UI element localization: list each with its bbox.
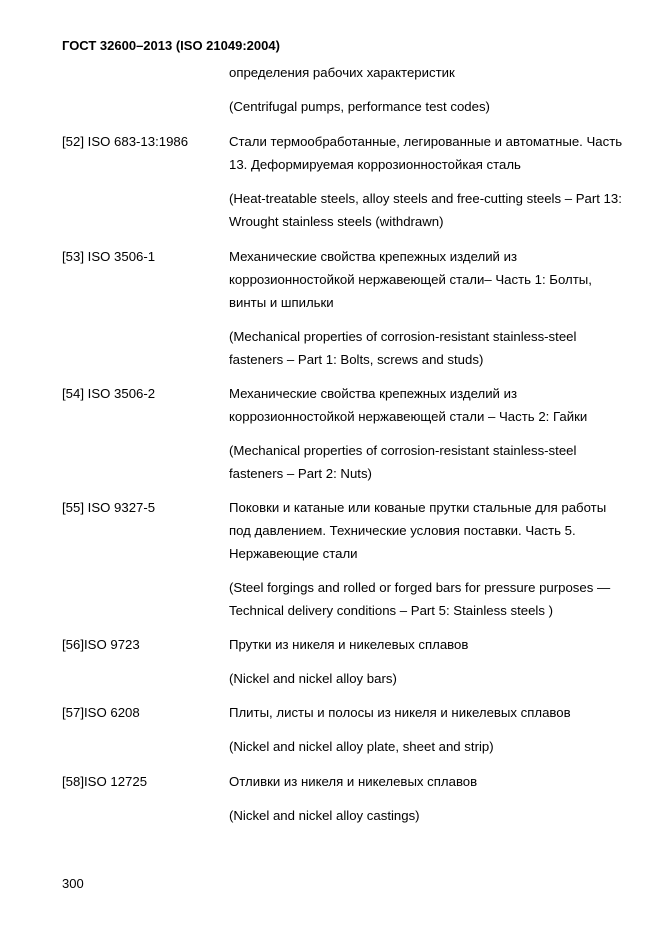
reference-52-en-line: (Heat-treatable steels, alloy steels and free-cutting steels – Part 13:: [229, 191, 622, 206]
reference-label-52: [52] ISO 683-13:1986: [62, 134, 189, 149]
reference-58-ru-line: Отливки из никеля и никелевых сплавов: [229, 774, 478, 789]
reference-52-en-line: Wrought stainless steels (withdrawn): [229, 214, 444, 229]
reference-55-en-line: (Steel forgings and rolled or forged bars for pressure purposes —: [229, 580, 611, 595]
reference-54-en-line: fasteners – Part 2: Nuts): [229, 466, 372, 481]
reference-53-en-line: fasteners – Part 1: Bolts, screws and studs): [229, 352, 484, 367]
reference-52-ru-line: 13. Деформируемая коррозионностойкая сталь: [229, 157, 521, 172]
reference-label-58: [58]ISO 12725: [62, 774, 148, 789]
reference-53-ru-line: винты и шпильки: [229, 295, 334, 310]
reference-55-ru-line: Нержавеющие стали: [229, 546, 358, 561]
reference-label-53: [53] ISO 3506-1: [62, 249, 156, 264]
reference-label-54: [54] ISO 3506-2: [62, 386, 156, 401]
reference-55-ru-line: Поковки и катаные или кованые прутки стальные для работы: [229, 500, 607, 515]
continuation-en-line: (Centrifugal pumps, performance test codes): [229, 99, 490, 114]
reference-54-ru-line: Механические свойства крепежных изделий из: [229, 386, 518, 401]
reference-label-55: [55] ISO 9327-5: [62, 500, 156, 515]
reference-57-ru-line: Плиты, листы и полосы из никеля и никелевых сплавов: [229, 705, 571, 720]
reference-55-en-line: Technical delivery conditions – Part 5: Stainless steels ): [229, 603, 553, 618]
reference-53-en-line: (Mechanical properties of corrosion-resistant stainless-steel: [229, 329, 577, 344]
reference-55-ru-line: под давлением. Технические условия поставки. Часть 5.: [229, 523, 576, 538]
reference-54-en-line: (Mechanical properties of corrosion-resistant stainless-steel: [229, 443, 577, 458]
document-header: ГОСТ 32600–2013 (ISO 21049:2004): [62, 38, 280, 53]
reference-52-ru-line: Стали термообработанные, легированные и автоматные. Часть: [229, 134, 623, 149]
reference-56-en-line: (Nickel and nickel alloy bars): [229, 671, 397, 686]
reference-57-en-line: (Nickel and nickel alloy plate, sheet and strip): [229, 739, 494, 754]
reference-54-ru-line: коррозионностойкой нержавеющей стали – Часть 2: Гайки: [229, 409, 588, 424]
reference-53-ru-line: коррозионностойкой нержавеющей стали– Часть 1: Болты,: [229, 272, 592, 287]
page-number: 300: [62, 876, 84, 891]
reference-58-en-line: (Nickel and nickel alloy castings): [229, 808, 420, 823]
reference-label-56: [56]ISO 9723: [62, 637, 140, 652]
continuation-ru-line: определения рабочих характеристик: [229, 65, 455, 80]
reference-label-57: [57]ISO 6208: [62, 705, 140, 720]
reference-53-ru-line: Механические свойства крепежных изделий из: [229, 249, 518, 264]
reference-56-ru-line: Прутки из никеля и никелевых сплавов: [229, 637, 469, 652]
